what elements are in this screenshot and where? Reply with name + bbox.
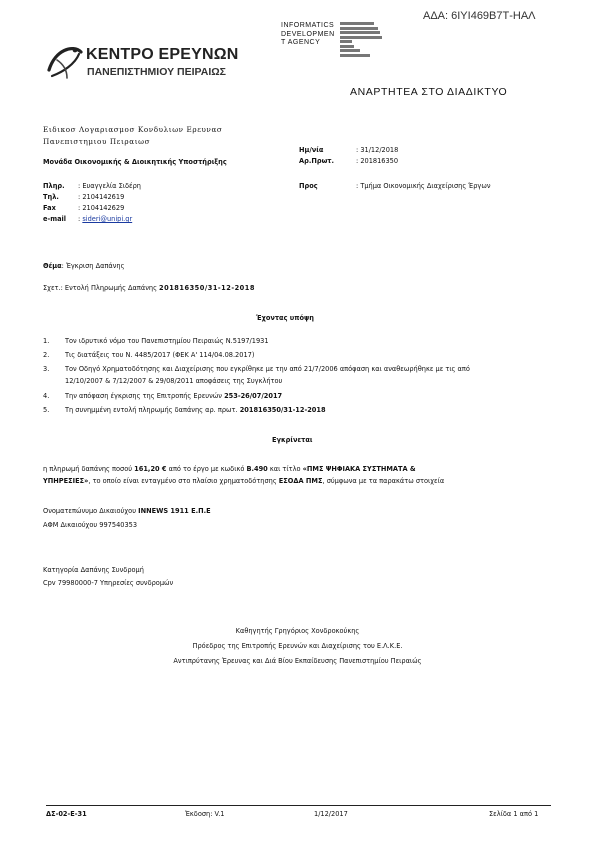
logo-subtitle: ΠΑΝΕΠΙΣΤΗΜΙΟΥ ΠΕΙΡΑΙΩΣ <box>87 66 226 78</box>
consideration-ref: 253-26/07/2017 <box>224 392 283 400</box>
approval-title: Εγκρίνεται <box>272 436 313 444</box>
publish-notice: ΑΝΑΡΤΗΤΕΑ ΣΤΟ ΔΙΑΔΙΚΤΥΟ <box>350 86 508 98</box>
fax-value: : 2104142629 <box>78 204 125 212</box>
approval-text: , σύμφωνα με τα παρακάτω στοιχεία <box>322 477 445 485</box>
research-center-logo-icon <box>45 42 85 82</box>
consideration-num: 3. <box>43 365 50 373</box>
related-ref: 201816350/31-12-2018 <box>159 284 255 292</box>
agency-line: INFORMATICS <box>281 22 335 29</box>
signatory-role-2: Αντιπρύτανης Έρευνας και Διά Βίου Εκπαίδευσης Πανεπιστημίου Πειραιώς <box>173 657 422 665</box>
org-line-2: Πανεπιστημιου Πειραιωσ <box>43 137 151 146</box>
subject-label: Θέμα <box>43 262 62 270</box>
email-prefix: : <box>78 215 83 223</box>
category-value: Συνδρομή <box>111 566 144 574</box>
approval-amount: 161,20 € <box>134 465 167 473</box>
category-label: Κατηγορία Δαπάνης <box>43 566 112 574</box>
beneficiary-afm-label: ΑΦΜ Δικαιούχου <box>43 521 100 529</box>
footer-divider <box>46 805 551 806</box>
project-title: «ΠΜΣ ΨΗΦΙΑΚΑ ΣΥΣΤΗΜΑΤΑ & <box>302 465 416 473</box>
project-title-cont: ΥΠΗΡΕΣΙΕΣ» <box>43 477 89 485</box>
approval-text: , το οποίο είναι ενταγμένο στο πλαίσιο χρηματοδότησης <box>88 477 279 485</box>
recipient-value: : Τμήμα Οικονομικής Διαχείρισης Έργων <box>356 182 491 190</box>
beneficiary-name: INNEWS 1911 Ε.Π.Ε <box>138 507 211 515</box>
beneficiary-afm: 997540353 <box>99 521 138 529</box>
protocol-label: Αρ.Πρωτ. <box>299 157 335 165</box>
protocol-value: : 201816350 <box>356 157 399 165</box>
subject-value: : Έγκριση Δαπάνης <box>61 262 125 270</box>
beneficiary-afm-row <box>43 521 137 529</box>
funding-source: ΕΣΟΔΑ ΠΜΣ <box>278 477 323 485</box>
signatory-role-1: Πρόεδρος της Επιτροπής Ερευνών και Διαχείρισης του Ε.Λ.Κ.Ε. <box>192 642 403 650</box>
considering-title: Έχοντας υπόψη <box>256 314 314 322</box>
cpv-value: 79980000-7 Υπηρεσίες συνδρομών <box>57 579 174 587</box>
cpv-label: Cpv <box>43 579 58 587</box>
project-code: B.490 <box>246 465 268 473</box>
approval-text: και τίτλο <box>267 465 303 473</box>
related-text: Σχετ.: Εντολή Πληρωμής Δαπάνης <box>43 284 160 292</box>
subject-row <box>43 262 124 270</box>
category-row <box>43 566 144 574</box>
approval-line-2 <box>43 477 444 485</box>
approval-text: από το έργο με κωδικό <box>166 465 247 473</box>
fax-label: Fax <box>43 204 56 212</box>
signatory-name: Καθηγητής Γρηγόριος Χονδροκούκης <box>235 627 360 635</box>
footer-date: 1/12/2017 <box>314 810 348 818</box>
consideration-text: Τη συνημμένη εντολή πληρωμής δαπάνης αρ. πρωτ. <box>65 406 240 414</box>
approval-line-1 <box>43 465 416 473</box>
email-row <box>78 215 132 223</box>
info-value: : Ευαγγελία Σιδέρη <box>78 182 141 190</box>
agency-line: T AGENCY <box>281 39 321 47</box>
consideration-text-cont: 12/10/2007 & 7/12/2007 & 29/08/2011 αποφάσεις της Συγκλήτου <box>65 377 283 385</box>
footer-page: Σελίδα 1 από 1 <box>489 810 539 818</box>
beneficiary-name-label: Ονοματεπώνυμο Δικαιούχου <box>43 507 139 515</box>
info-label: Πληρ. <box>43 182 65 190</box>
consideration-text: Την απόφαση έγκρισης της Επιτροπής Ερευνών <box>65 392 225 400</box>
email-label: e-mail <box>43 215 67 223</box>
consideration-num: 5. <box>43 406 50 414</box>
agency-seal-text <box>340 22 390 57</box>
consideration-text: Τις διατάξεις του Ν. 4485/2017 (ΦΕΚ Α' 114/04.08.2017) <box>65 351 255 359</box>
date-label: Ημ/νία <box>299 146 324 154</box>
footer-edition: Έκδοση: V.1 <box>185 810 225 818</box>
org-line-1: Ειδικοσ Λογαριασμοσ Κονδυλιων Ερευνασ <box>43 125 223 134</box>
org-unit: Μονάδα Οικονομικής & Διοικητικής Υποστήριξης <box>43 158 227 166</box>
consideration-text: Τον ιδρυτικό νόμο του Πανεπιστημίου Πειραιώς Ν.5197/1931 <box>65 337 269 345</box>
consideration-item <box>65 406 326 414</box>
consideration-num: 4. <box>43 392 50 400</box>
consideration-item <box>65 392 282 400</box>
tel-label: Τηλ. <box>43 193 59 201</box>
consideration-num: 2. <box>43 351 50 359</box>
beneficiary-name-row <box>43 507 211 515</box>
related-row <box>43 284 255 292</box>
consideration-ref: 201816350/31-12-2018 <box>239 406 326 414</box>
logo-title: ΚΕΝΤΡΟ ΕΡΕΥΝΩΝ <box>86 46 239 63</box>
agency-line: DEVELOPMEN <box>281 30 335 38</box>
recipient-label: Προς <box>299 182 318 190</box>
agency-block <box>281 22 335 48</box>
approval-text: η πληρωμή δαπάνης ποσού <box>43 465 135 473</box>
cpv-row <box>43 579 173 587</box>
tel-value: : 2104142619 <box>78 193 125 201</box>
ada-code: ΑΔΑ: 6ΙΥΙ469Β7Τ-ΗΑΛ <box>423 10 536 22</box>
footer-doc-code: ΔΣ-02-Ε-31 <box>46 810 87 818</box>
email-link[interactable]: sideri@unipi.gr <box>82 215 133 223</box>
date-value: : 31/12/2018 <box>356 146 399 154</box>
consideration-text: Τον Οδηγό Χρηματοδότησης και Διαχείρισης που εγκρίθηκε με την από 21/7/2006 απόφαση και αναθεωρήθηκε με τις από <box>65 365 470 373</box>
consideration-num: 1. <box>43 337 50 345</box>
